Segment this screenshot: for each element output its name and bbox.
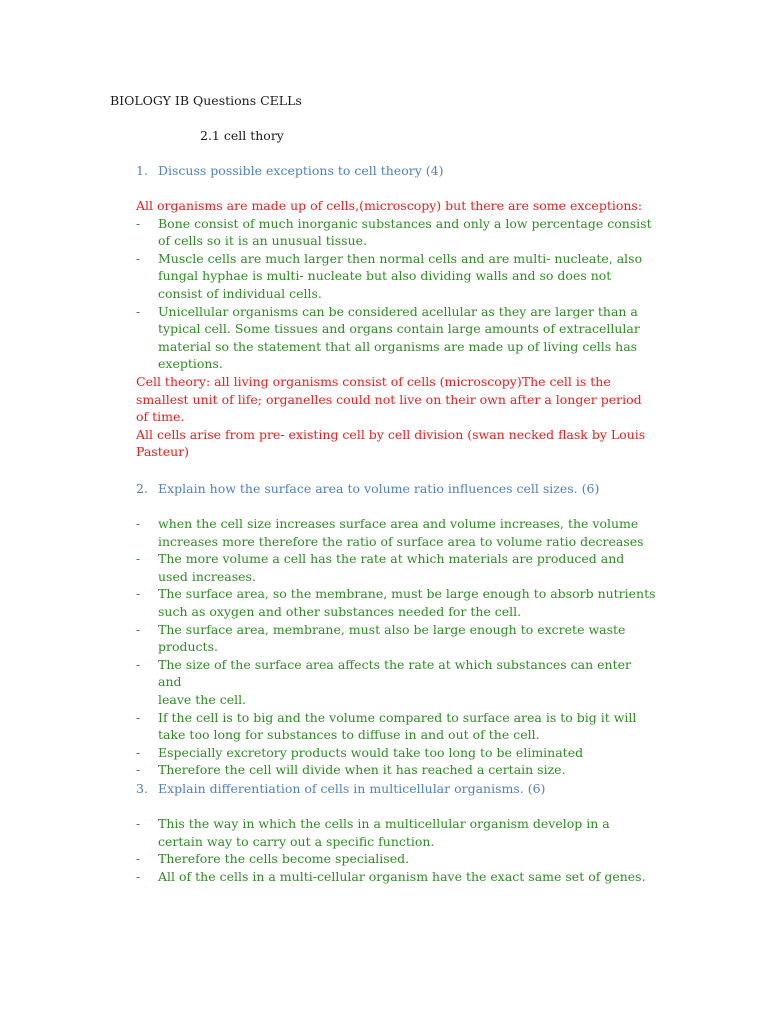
bullet-item: - Unicellular organisms can be considered acellular as they are larger than a typical cell. Some tissues and organs contain large amounts of extracellular material so the statement that all organisms are made up of living cells has exeptions.	[136, 303, 640, 372]
bullet-item: - If the cell is to big and the volume compared to surface area is to big it will take too long for substances to diffuse in and out of the cell.	[136, 709, 637, 743]
dash-marker: -	[136, 586, 141, 602]
dash-marker: -	[136, 744, 141, 760]
dash-marker: -	[136, 250, 141, 266]
dash-marker: -	[136, 551, 141, 567]
answer-1	[136, 197, 656, 461]
dash-marker: -	[136, 851, 141, 867]
bullet-item: - The size of the surface area affects the rate at which substances can enter and leave the cell.	[136, 656, 631, 707]
bullet-item: - Muscle cells are much larger then normal cells and are multi- nucleate, also fungal hyphae is multi- nucleate but also dividing walls and so does not consist of individual cells.	[136, 250, 643, 301]
question-text: Explain how the surface area to volume ratio influences cell sizes. (6)	[158, 481, 600, 496]
answer-intro: All organisms are made up of cells,(microscopy) but there are some exceptions:	[136, 198, 643, 213]
answer-closing-line: of time.	[136, 409, 185, 425]
answer-closing-line: smallest unit of life; organelles could not live on their own after a longer period	[136, 391, 642, 407]
dash-marker: -	[136, 816, 141, 831]
dash-marker: -	[136, 621, 141, 637]
bullet-item: - when the cell size increases surface area and volume increases, the volume increases more therefore the ratio of surface area to volume ratio decreases	[136, 516, 644, 549]
bullet-item: - The surface area, so the membrane, must be large enough to absorb nutrients such as oxygen and other substances needed for the cell.	[136, 586, 656, 619]
answer-2	[136, 515, 656, 779]
bullet-item: - All of the cells in a multi-cellular organism have the exact same set of genes.	[136, 868, 646, 884]
bullet-item: - Therefore the cells become specialised.	[136, 851, 410, 867]
dash-marker: -	[136, 656, 141, 672]
answer-closing-line: Cell theory: all living organisms consist of cells (microscopy)The cell is the	[136, 373, 611, 389]
dash-marker: -	[136, 762, 141, 778]
question-number: 2.	[136, 481, 148, 496]
dash-marker: -	[136, 868, 141, 884]
question-2	[136, 480, 599, 498]
bullet-item: - Therefore the cell will divide when it has reached a certain size.	[136, 762, 566, 778]
answer-3	[136, 815, 656, 885]
question-number: 1.	[136, 163, 148, 178]
question-text: Explain differentiation of cells in multicellular organisms. (6)	[158, 781, 546, 796]
question-number: 3.	[136, 781, 148, 796]
bullet-item: - This the way in which the cells in a multicellular organism develop in a certain way to carry out a specific function.	[136, 816, 610, 849]
question-3	[136, 780, 545, 798]
question-text: Discuss possible exceptions to cell theory (4)	[158, 163, 444, 178]
bullet-item: - The more volume a cell has the rate at which materials are produced and used increases.	[136, 551, 625, 584]
dash-marker: -	[136, 215, 141, 231]
dash-marker: -	[136, 303, 141, 319]
bullet-item: - Bone consist of much inorganic substances and only a low percentage consist of cells so it is an unusual tissue.	[136, 215, 652, 249]
question-1	[136, 162, 443, 180]
bullet-item: - Especially excretory products would take too long to be eliminated	[136, 744, 584, 760]
dash-marker: -	[136, 709, 141, 725]
document-title: BIOLOGY IB Questions CELLs	[110, 93, 302, 108]
answer-closing-line: Pasteur)	[136, 444, 190, 460]
answer-closing-line: All cells arise from pre- existing cell by cell division (swan necked flask by Louis	[136, 426, 646, 442]
dash-marker: -	[136, 516, 141, 531]
bullet-item: - The surface area, membrane, must also be large enough to excrete waste products.	[136, 621, 626, 655]
section-heading: 2.1 cell thory	[200, 128, 284, 143]
